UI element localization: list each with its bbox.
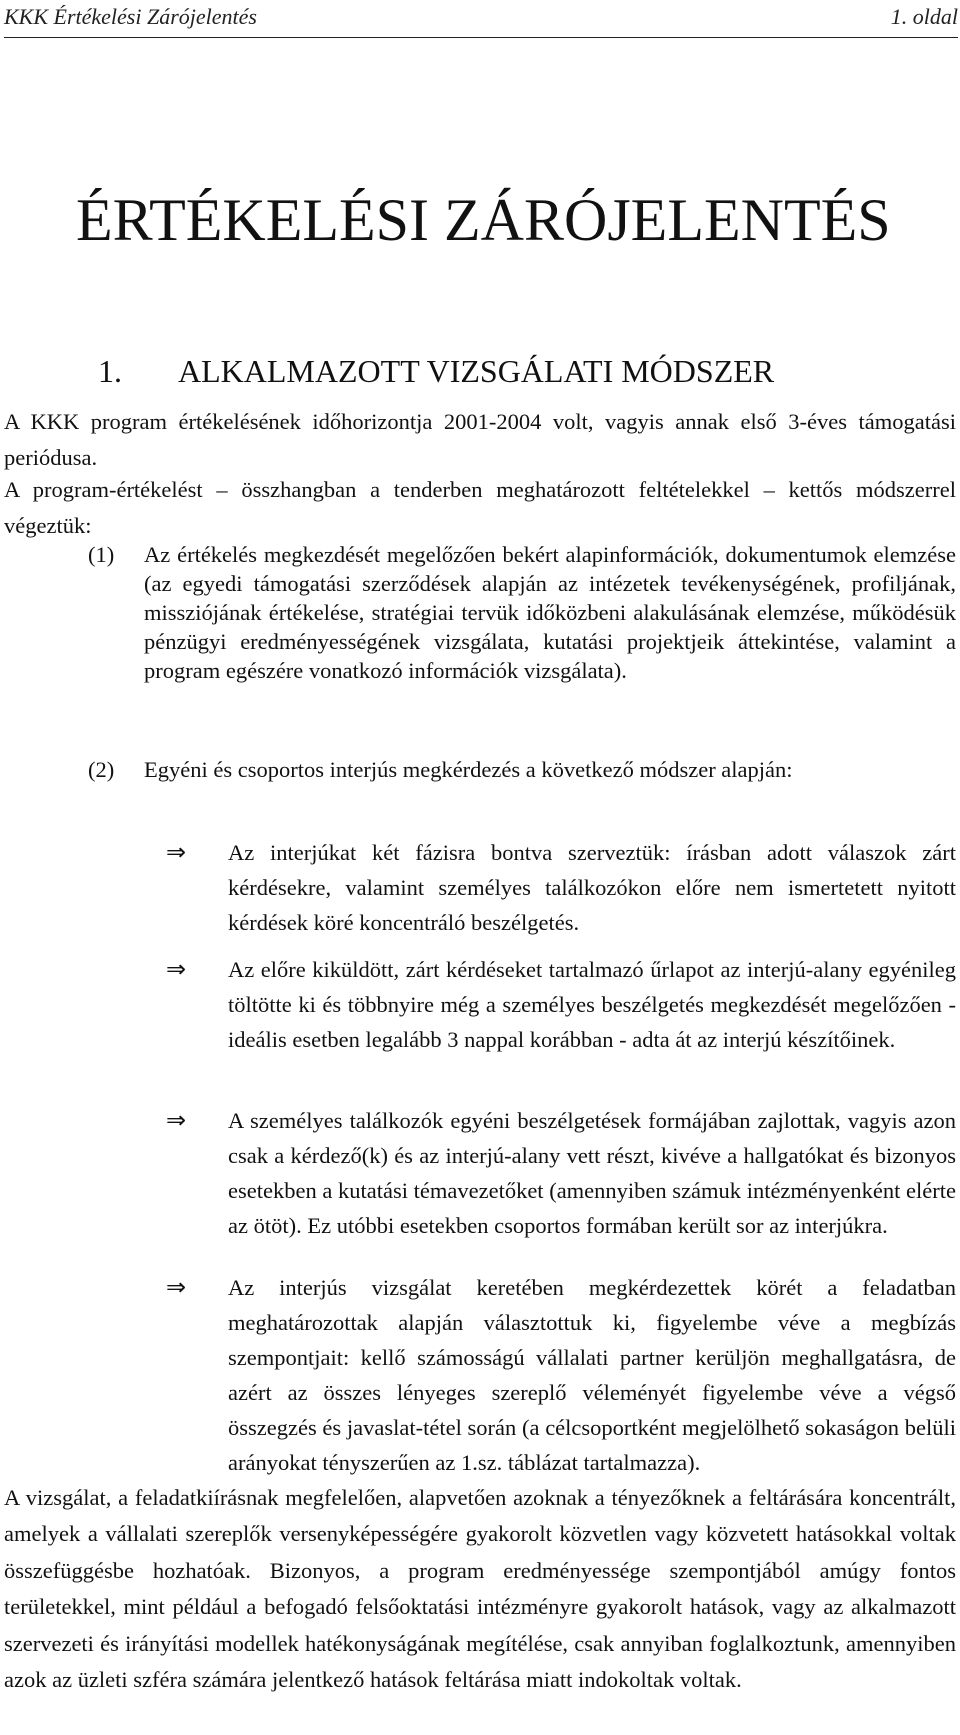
page-header [4,0,958,38]
intro-paragraph-1: A KKK program értékelésének időhorizontja 2001-2004 volt, vagyis annak első 3-éves támogatási periódusa. [4,409,956,470]
section-heading [98,355,774,387]
numbered-item-text: Az értékelés megkezdését megelőzően bekért alapinformációk, dokumentumok elemzése (az egyedi támogatási szerződések alapján az intézetek tevékenységének, profiljának, missziójának értékelése, stratégiai tervük időközbeni alakulásának elemzése, működésük pénzügyi eredményességének vizsgálata, kutatási projektjeik áttekintése, valamint a program egészére vonatkozó információk vizsgálata). [144,542,956,683]
double-arrow-icon: ⇒ [166,955,187,983]
numbered-item-text: Egyéni és csoportos interjús megkérdezés a következő módszer alapján: [144,757,793,782]
bullet-item-4 [166,1270,956,1480]
double-arrow-icon: ⇒ [166,1273,187,1301]
numbered-item-label: (2) [88,757,115,782]
bullet-item-2 [166,952,956,1057]
bullet-item-text: Az interjúkat két fázisra bontva szerveztük: írásban adott válaszok zárt kérdésekre, valamint személyes találkozókon előre nem ismertetett nyitott kérdések köré koncentráló beszélgetés. [228,840,956,935]
intro-paragraph-2: A program-értékelést – összhangban a tenderben meghatározott feltételekkel – kettős módszerrel végeztük: [4,477,956,538]
bullet-item-1 [166,835,956,940]
bullet-item-text: Az interjús vizsgálat keretében megkérdezettek körét a feladatban meghatározottak alapján választottuk ki, figyelembe véve a megbízás szempontjait: kellő számosságú vállalati partner kerüljön meghallgatásra, de azért az összes lényeges szereplő véleményét figyelembe véve a végső összegzés és javaslat-tétel során (a célcsoportként megjelölhető sokaságon belüli arányokat tényszerűen az 1.sz. táblázat tartalmazza). [228,1275,956,1475]
header-document-name: KKK Értékelési Zárójelentés [4,4,257,29]
double-arrow-icon: ⇒ [166,1106,187,1134]
section-number: 1. [98,353,122,389]
numbered-item-label: (1) [88,542,115,567]
section-title: ALKALMAZOTT VIZSGÁLATI MÓDSZER [178,353,775,389]
numbered-item-2 [88,755,956,784]
bullet-item-text: A személyes találkozók egyéni beszélgetések formájában zajlottak, vagyis azon csak a kérdező(k) és az interjú-alany vett részt, kivéve a hallgatókat és bizonyos esetekben a kutatási témavezetőket (amennyiben számuk intézményenként elérte az ötöt). Ez utóbbi esetekben csoportos formában került sor az interjúkra. [228,1108,956,1238]
double-arrow-icon: ⇒ [166,838,187,866]
document-title: ÉRTÉKELÉSI ZÁRÓJELENTÉS [76,187,891,253]
numbered-item-1 [88,540,956,685]
bullet-item-text: Az előre kiküldött, zárt kérdéseket tartalmazó űrlapot az interjú-alany egyénileg töltötte ki és többnyire még a személyes beszélgetés megkezdését megelőzően - ideális esetben legalább 3 nappal korábban - adta át az interjú készítőinek. [228,957,956,1052]
header-page-number: 1. oldal [890,4,958,29]
closing-paragraph: A vizsgálat, a feladatkiírásnak megfelelően, alapvetően azoknak a tényezőknek a feltárására koncentrált, amelyek a vállalati szereplők versenyképességére gyakorolt közvetlen vagy közvetett hatásokkal voltak összefüggésbe hozhatóak. Bizonyos, a program eredményessége szempontjából amúgy fontos területekkel, mint például a befogadó felsőoktatási intézményre gyakorolt hatások, vagy az alkalmazott szervezeti és irányítási modellek hatékonyságának megítélése, csak annyiban foglalkoztunk, amennyiben azok az üzleti szféra számára jelentkező hatások feltárása miatt indokoltak voltak. [4,1485,956,1693]
bullet-item-3 [166,1103,956,1243]
